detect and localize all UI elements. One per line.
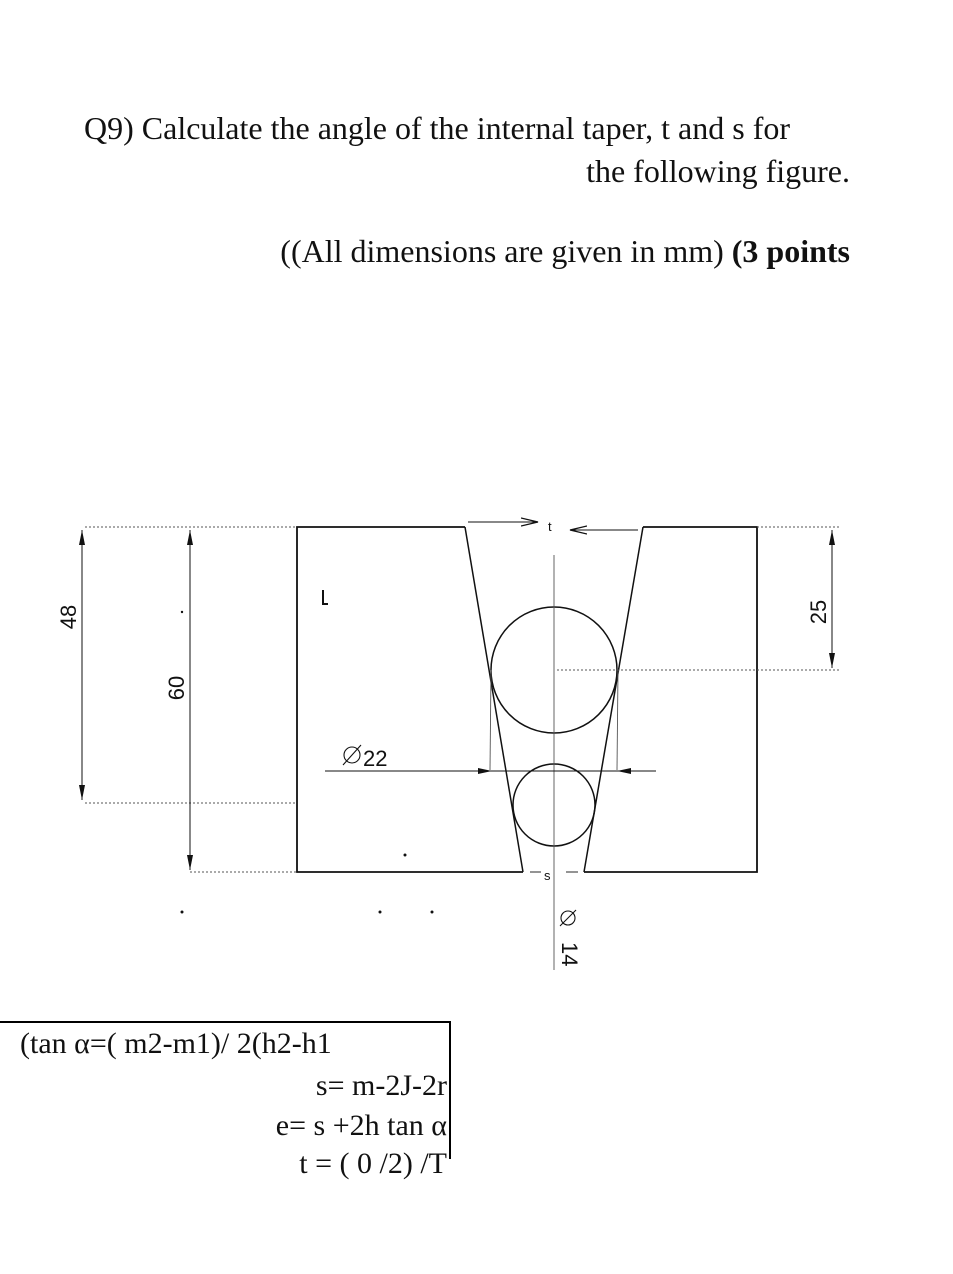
- s-label: s: [544, 868, 551, 883]
- center-and-tangent-lines: [85, 527, 840, 970]
- dimensions-note-text: ((All dimensions are given in mm): [280, 233, 732, 269]
- dimension-48: [56, 530, 85, 800]
- dim-25-label: 25: [806, 599, 831, 625]
- dimension-60: [164, 530, 193, 870]
- dia-14-label: 14: [557, 942, 582, 967]
- formula-e: e= s +2h tan α: [275, 1109, 447, 1142]
- formula-s: s= m-2J-2r: [315, 1069, 447, 1102]
- dimension-25: [806, 530, 835, 668]
- formula-box: [0, 1021, 451, 1180]
- dia-22-label: 22: [363, 746, 388, 771]
- formula-t-cut: t = ( 0 /2) /T: [299, 1147, 447, 1180]
- dim-60-label: 60: [164, 675, 189, 701]
- formula-tan-alpha: (tan α=( m2-m1)/ 2(h2-h1: [20, 1027, 332, 1060]
- question-line-1: Q9) Calculate the angle of the internal taper, t and s for: [84, 110, 790, 146]
- t-label: t: [548, 519, 552, 534]
- dimension-14: [557, 910, 582, 966]
- question-line-2: the following figure.: [586, 153, 850, 189]
- points-label: (3 points: [731, 233, 850, 269]
- dim-48-label: 48: [56, 604, 81, 630]
- stray-marks: [181, 590, 434, 914]
- diameter-14-symbol: [560, 910, 576, 926]
- part-outline: [297, 527, 757, 872]
- diameter-22-symbol: [343, 745, 361, 765]
- dimension-t: [468, 519, 638, 534]
